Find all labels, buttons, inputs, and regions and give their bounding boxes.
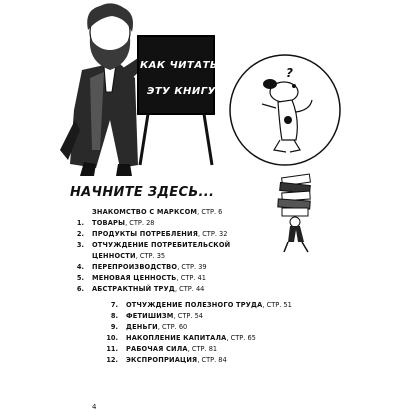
toc-item-page: , СТР. 54 (173, 312, 203, 320)
toc-item-page: , СТР. 35 (135, 252, 166, 260)
toc-item[interactable] (104, 355, 292, 366)
toc-item-page: , СТР. 51 (262, 301, 292, 309)
toc-item[interactable] (70, 229, 230, 240)
toc-item[interactable] (70, 240, 230, 251)
toc-item-title: ЗНАКОМСТВО С МАРКСОМ (92, 208, 198, 216)
toc-item[interactable] (70, 218, 230, 229)
toc-item[interactable] (104, 311, 292, 322)
toc-item-number: 6. (76, 285, 84, 293)
toc-item-title: ОТЧУЖДЕНИЕ ПОЛЕЗНОГО ТРУДА (126, 301, 263, 309)
toc-second (104, 300, 292, 366)
toc-item-page: , СТР. 39 (177, 263, 207, 271)
toc-item-title: НАКОПЛЕНИЕ КАПИТАЛА (126, 334, 227, 342)
toc-item[interactable] (104, 333, 292, 344)
toc-item[interactable] (70, 207, 230, 218)
start-heading: НАЧНИТЕ ЗДЕСЬ... (70, 185, 215, 200)
toc-item-number: 12. (106, 356, 118, 364)
toc-item-number: 2. (76, 230, 84, 238)
toc-item-page: , СТР. 44 (174, 285, 205, 293)
chalkboard-line-1: КАК ЧИТАТЬ (140, 60, 219, 71)
toc-item-title: ПЕРЕПРОИЗВОДСТВО (92, 263, 178, 271)
toc-item[interactable] (104, 322, 292, 333)
toc-item-page: , СТР. 28 (125, 219, 155, 227)
dog-question-mark: ? (286, 66, 293, 80)
toc-item-page: , СТР. 41 (176, 274, 206, 282)
toc-item[interactable] (70, 284, 230, 295)
book-stack-illustration (268, 168, 328, 258)
toc-item[interactable] (104, 300, 292, 311)
toc-item-number: 4. (76, 263, 84, 271)
toc-item-title: РАБОЧАЯ СИЛА (126, 345, 188, 353)
toc-item-title: ТОВАРЫ (92, 219, 126, 227)
toc-item-page: , СТР. 84 (197, 356, 227, 364)
toc-item-page: , СТР. 60 (157, 323, 188, 331)
toc-item[interactable] (70, 262, 230, 273)
toc-item-number: 11. (106, 345, 118, 353)
toc-item-number: 1. (76, 219, 84, 227)
toc-item[interactable] (70, 273, 230, 284)
toc-item-page: , СТР. 6 (197, 208, 223, 216)
toc-item-number: 9. (110, 323, 118, 331)
toc-item-number (70, 207, 92, 218)
toc-item-title: ДЕНЬГИ (126, 323, 158, 331)
toc-item-number: 5. (76, 274, 84, 282)
toc-item[interactable] (70, 251, 230, 262)
toc-item-number: 3. (76, 241, 84, 249)
toc-item-number: 8. (110, 312, 118, 320)
chalkboard (138, 36, 214, 165)
page-number: 4 (92, 403, 97, 411)
toc-item-title: ФЕТИШИЗМ (126, 312, 174, 320)
toc-item-title: МЕНОВАЯ ЦЕННОСТЬ (92, 274, 177, 282)
toc-item-title: ЦЕННОСТИ (92, 252, 136, 260)
toc-item-title: ЭКСПРОПРИАЦИЯ (126, 356, 198, 364)
chalkboard-line-2: ЭТУ КНИГУ (147, 86, 216, 97)
toc-item-number: 10. (106, 334, 118, 342)
toc-item-page: , СТР. 65 (226, 334, 256, 342)
dog-illustration (230, 55, 340, 165)
toc-item-number (70, 251, 92, 262)
toc-item-title: ПРОДУКТЫ ПОТРЕБЛЕНИЯ (92, 230, 199, 238)
toc-item-page: , СТР. 81 (187, 345, 218, 353)
toc-item-title: ОТЧУЖДЕНИЕ ПОТРЕБИТЕЛЬСКОЙ (92, 241, 231, 249)
toc-item-number: 7. (110, 301, 118, 309)
toc-item[interactable] (104, 344, 292, 355)
toc-first (70, 207, 230, 295)
toc-item-page: , СТР. 32 (198, 230, 228, 238)
toc-item-title: АБСТРАКТНЫЙ ТРУД (92, 285, 175, 293)
